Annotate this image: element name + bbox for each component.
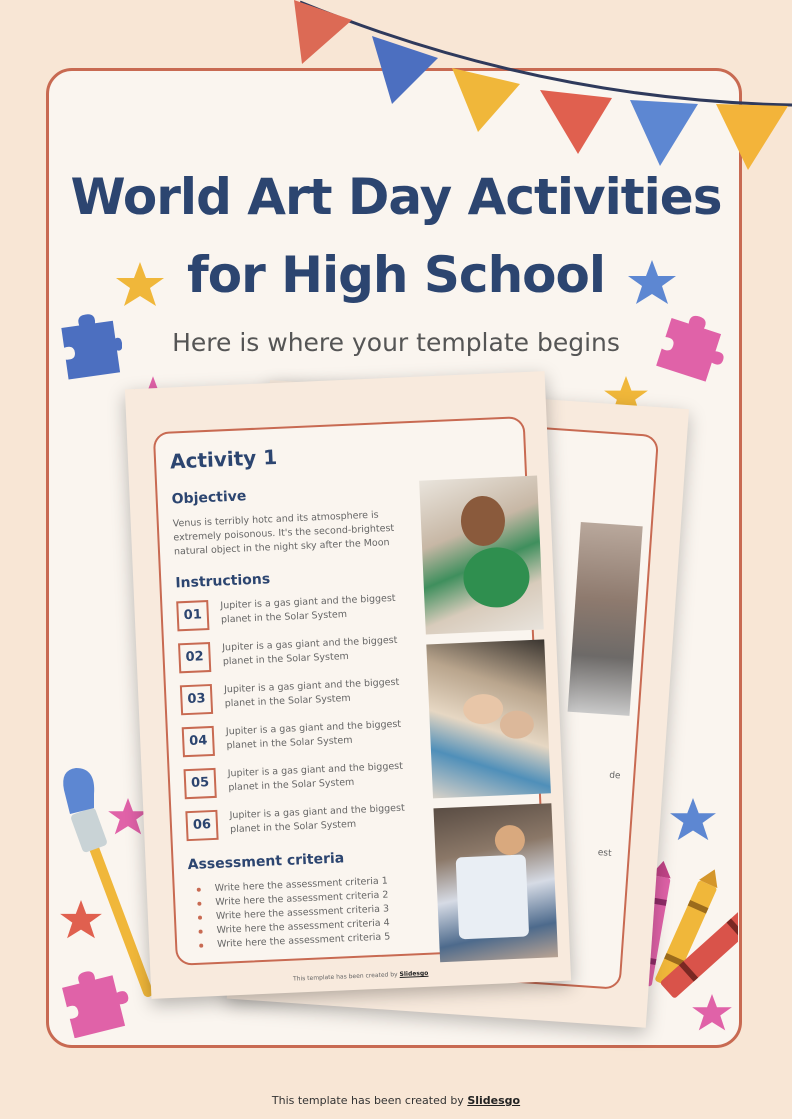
instruction-step <box>185 799 427 851</box>
activity-panel <box>153 416 548 966</box>
puzzle-piece-icon <box>60 310 122 380</box>
back-sheet-fragment: de <box>608 770 621 782</box>
step-number: 01 <box>176 600 209 631</box>
photo-hands-painting <box>426 639 551 798</box>
step-text: Jupiter is a gas giant and the biggest planet in the Solar System <box>220 592 396 626</box>
footer-credit <box>0 1094 792 1107</box>
criteria-item: Write here the assessment criteria 3 <box>198 902 390 924</box>
step-text: Jupiter is a gas giant and the biggest planet in the Solar System <box>223 676 400 710</box>
photo-student-drawing <box>419 476 544 635</box>
title-line-2: for High School <box>186 246 606 304</box>
criteria-item: Write here the assessment criteria 2 <box>197 888 389 910</box>
assessment-heading: Assessment criteria <box>187 850 345 874</box>
photo-sketchbook <box>433 803 558 962</box>
star-icon <box>628 260 676 306</box>
assessment-criteria-list <box>196 874 390 952</box>
activity-title: Activity 1 <box>169 444 278 474</box>
sheet-credit-link[interactable]: Slidesgo <box>399 969 429 979</box>
sheet-credit-prefix: This template has been created by <box>292 971 398 983</box>
footer-credit-prefix: This template has been created by <box>271 1094 464 1107</box>
back-sheet-photo <box>568 522 643 716</box>
step-text: Jupiter is a gas giant and the biggest planet in the Solar System <box>222 634 398 668</box>
step-text: Jupiter is a gas giant and the biggest planet in the Solar System <box>229 802 405 836</box>
title-line-1: World Art Day Activities <box>70 168 722 226</box>
step-number: 03 <box>180 684 213 715</box>
star-icon <box>116 262 164 308</box>
footer-credit-link[interactable]: Slidesgo <box>467 1094 521 1107</box>
criteria-item: Write here the assessment criteria 1 <box>196 874 388 896</box>
step-number: 04 <box>182 726 215 757</box>
bunting-flags-icon <box>0 0 792 180</box>
step-text: Jupiter is a gas giant and the biggest planet in the Solar System <box>227 760 404 794</box>
back-sheet-fragment: est <box>597 848 612 859</box>
instructions-heading: Instructions <box>175 571 271 592</box>
step-number: 05 <box>184 768 217 799</box>
puzzle-piece-icon <box>656 310 730 382</box>
step-number: 06 <box>185 810 218 841</box>
star-icon <box>670 798 716 842</box>
criteria-item: Write here the assessment criteria 5 <box>199 930 391 952</box>
activity-sheet <box>125 371 571 999</box>
objective-text: Venus is terribly hotc and its atmosphere is extremely poisonous. It's the second-brightest natural object in the night sky after the Moon <box>172 509 395 558</box>
step-text: Jupiter is a gas giant and the biggest planet in the Solar System <box>225 718 402 752</box>
step-number: 02 <box>178 642 211 673</box>
criteria-item: Write here the assessment criteria 4 <box>198 916 390 938</box>
objective-heading: Objective <box>171 488 247 508</box>
instruction-steps <box>176 589 427 851</box>
subtitle: Here is where your template begins <box>172 328 620 357</box>
